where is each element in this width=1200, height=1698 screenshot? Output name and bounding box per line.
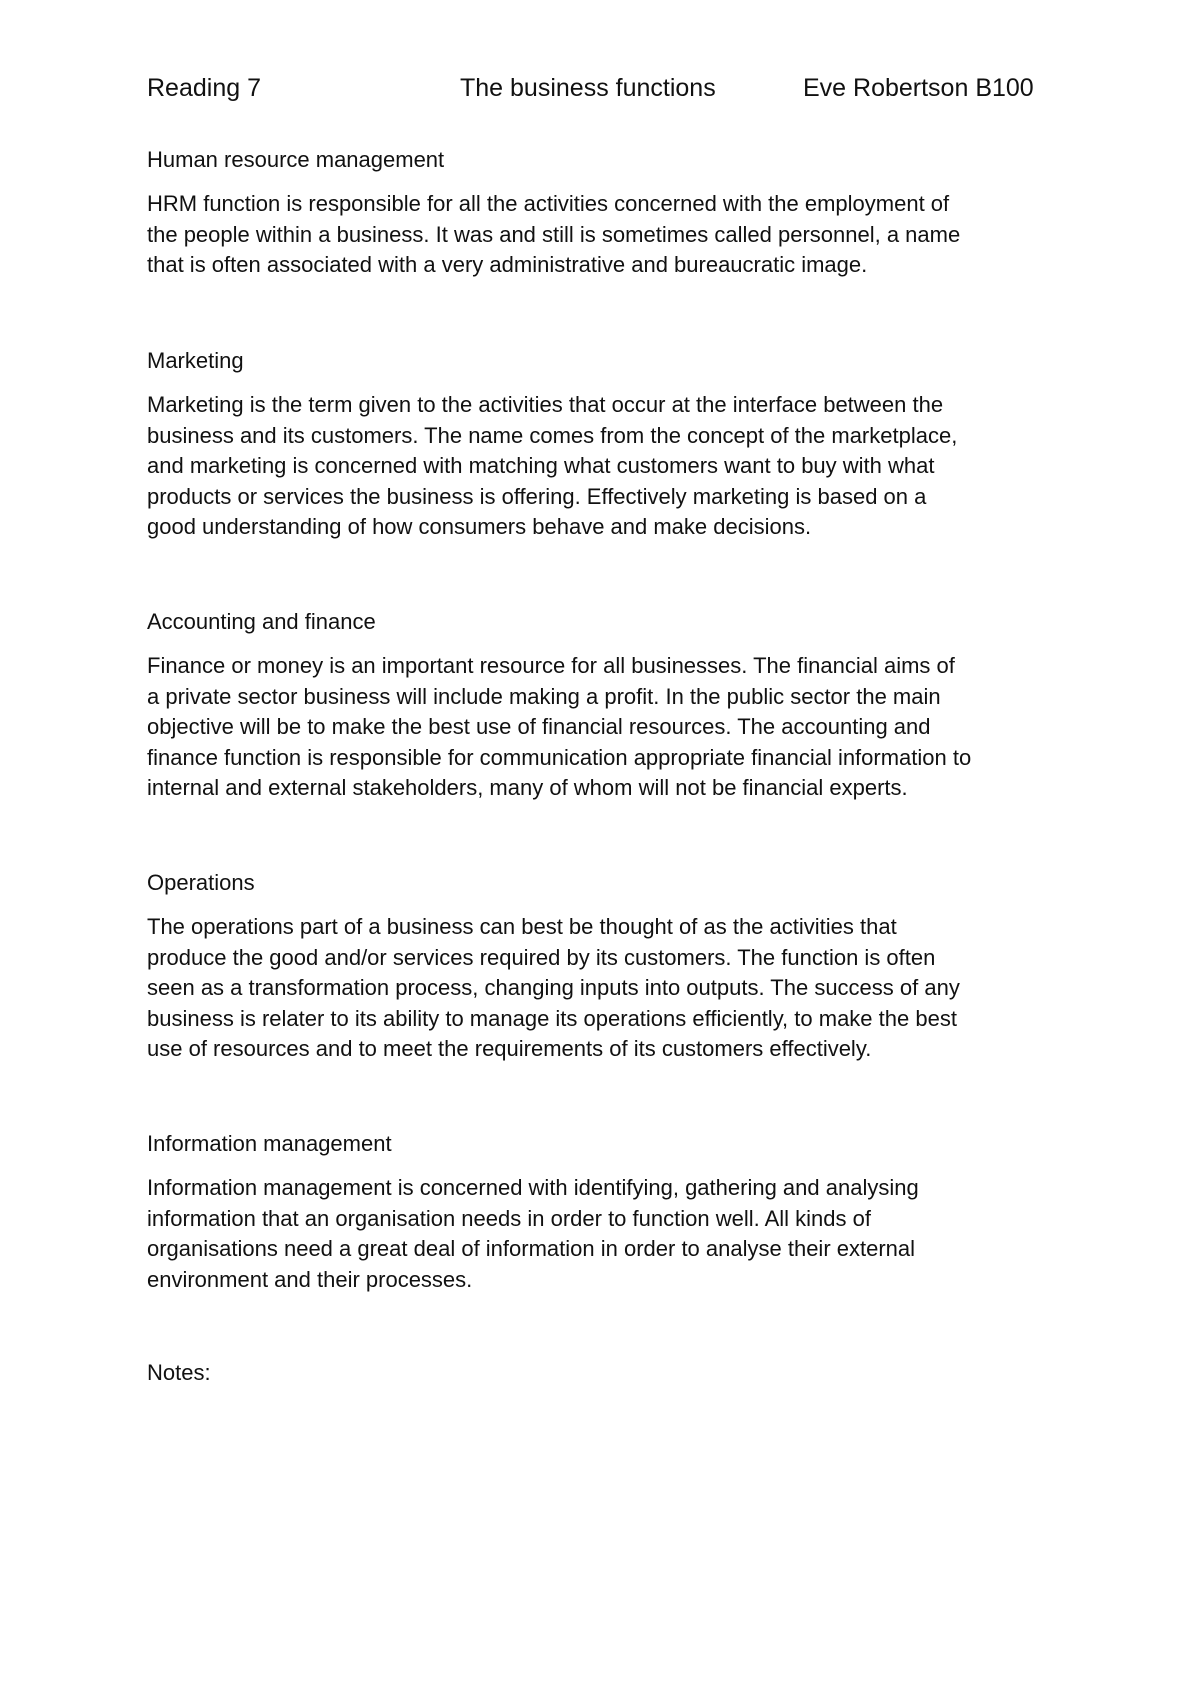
section-heading: Human resource management [147, 147, 445, 172]
body-line: use of resources and to meet the requirements of its customers effectively. [147, 1036, 872, 1061]
body-line: the people within a business. It was and still is sometimes called personnel, a name [147, 221, 961, 247]
section-heading: Marketing [147, 348, 244, 373]
body-line: The operations part of a business can best be thought of as the activities that [147, 914, 897, 939]
body-line: finance function is responsible for communication appropriate financial information to [147, 744, 972, 770]
document-title: The business functions [460, 74, 716, 102]
reading-number: Reading 7 [147, 74, 261, 102]
body-line: Information management is concerned with identifying, gathering and analysing [147, 1175, 919, 1200]
body-line: produce the good and/or services required by its customers. The function is often [147, 944, 936, 970]
section-body [147, 189, 1067, 281]
body-line: that is often associated with a very administrative and bureaucratic image. [147, 252, 868, 277]
section-marketing [147, 346, 1067, 543]
body-line: Marketing is the term given to the activities that occur at the interface between the [147, 392, 944, 417]
section-heading: Information management [147, 1131, 392, 1156]
body-line: environment and their processes. [147, 1266, 473, 1292]
section-operations [147, 868, 1067, 1065]
body-line: business is relater to its ability to manage its operations efficiently, to make the best [147, 1005, 957, 1031]
section-human-resource-management [147, 145, 1067, 281]
body-line: good understanding of how consumers behave and make decisions. [147, 514, 812, 539]
section-heading: Operations [147, 870, 255, 895]
section-body [147, 912, 1067, 1065]
body-line: seen as a transformation process, changing inputs into outputs. The success of any [147, 975, 960, 1000]
section-body [147, 651, 1067, 804]
body-line: a private sector business will include making a profit. In the public sector the main [147, 683, 941, 709]
body-line: internal and external stakeholders, many of whom will not be financial experts. [147, 775, 908, 800]
notes-label: Notes: [147, 1360, 211, 1385]
body-line: Finance or money is an important resource for all businesses. The financial aims of [147, 653, 955, 678]
body-line: information that an organisation needs in order to function well. All kinds of [147, 1205, 871, 1231]
section-information-management [147, 1129, 1067, 1295]
author-course: Eve Robertson B100 [803, 74, 1034, 102]
section-body [147, 1173, 1067, 1295]
section-heading: Accounting and finance [147, 609, 376, 634]
document-header [147, 72, 1067, 108]
body-line: organisations need a great deal of information in order to analyse their external [147, 1236, 916, 1261]
section-body [147, 390, 1067, 543]
body-line: business and its customers. The name comes from the concept of the marketplace, [147, 422, 958, 448]
body-line: products or services the business is offering. Effectively marketing is based on a [147, 483, 927, 509]
section-accounting-and-finance [147, 607, 1067, 804]
body-line: and marketing is concerned with matching what customers want to buy with what [147, 453, 935, 478]
body-line: HRM function is responsible for all the activities concerned with the employment of [147, 191, 950, 216]
body-line: objective will be to make the best use of financial resources. The accounting and [147, 714, 931, 739]
